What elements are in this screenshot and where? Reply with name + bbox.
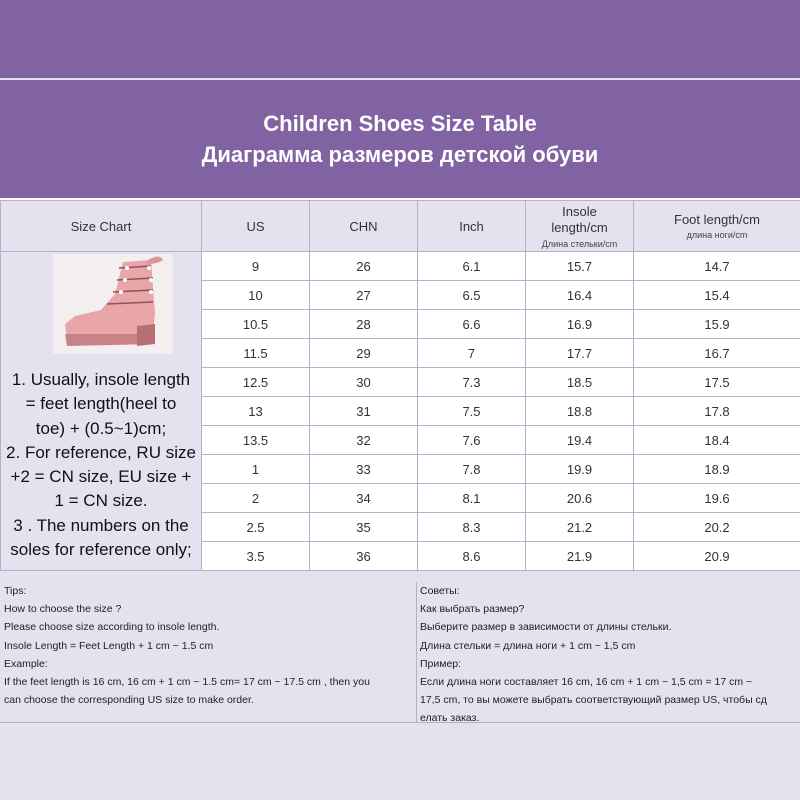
cell-us: 9 [202,252,310,281]
tips-russian [420,582,795,725]
pink-boot-icon [53,254,173,354]
tips-line: Insole Length = Feet Length + 1 cm ~ 1.5 cm [4,639,214,652]
cell-inch: 7.6 [418,426,526,455]
cell-insole: 21.9 [526,542,634,571]
cell-insole: 16.9 [526,310,634,339]
tips-divider [416,582,417,722]
tips-line: Пример: [420,657,462,670]
note-line: soles for reference only; [10,540,192,560]
table-header-row [1,201,800,252]
cell-us: 2 [202,484,310,513]
cell-inch: 8.3 [418,513,526,542]
tips-line: Please choose size according to insole length. [4,621,220,634]
cell-insole: 19.9 [526,455,634,484]
header-size-chart: Size Chart [1,201,202,252]
tips-line: Длина стельки = длина ноги + 1 cm ~ 1,5 cm [420,639,636,652]
tips-line: If the feet length is 16 cm, 16 cm + 1 cm ~ 1.5 cm= 17 cm ~ 17.5 cm , then you [4,676,370,689]
cell-inch: 7.5 [418,397,526,426]
cell-chn: 31 [310,397,418,426]
cell-chn: 26 [310,252,418,281]
cell-chn: 32 [310,426,418,455]
size-table [0,200,800,571]
tips-line: Tips: [4,585,27,597]
cell-chn: 27 [310,281,418,310]
cell-chn: 29 [310,339,418,368]
cell-us: 13 [202,397,310,426]
cell-us: 1 [202,455,310,484]
note-line: +2 = CN size, EU size + [10,467,192,487]
tips-line: How to choose the size ? [4,603,122,616]
cell-insole: 21.2 [526,513,634,542]
cell-foot: 18.4 [634,426,800,455]
cell-insole: 17.7 [526,339,634,368]
title-ru: Диаграмма размеров детской обуви [201,142,599,167]
cell-inch: 8.1 [418,484,526,513]
header-inch: Inch [418,201,526,252]
cell-chn: 28 [310,310,418,339]
note-line: 1 = CN size. [54,491,148,511]
tips-line: елать заказ. [420,712,480,725]
cell-insole: 20.6 [526,484,634,513]
note-line: toe) + (0.5~1)cm; [35,418,167,438]
note-line: 1. Usually, insole length [11,370,191,389]
tips-line: 17,5 cm, то вы можете выбрать соответствующий размер US, чтобы сд [420,694,767,707]
header-us: US [202,201,310,252]
header-insole [526,201,634,252]
cell-us: 12.5 [202,368,310,397]
cell-chn: 35 [310,513,418,542]
header-foot-sub: длина ноги/cm [686,230,748,240]
top-banner [0,0,800,78]
note-line: 3 . The numbers on the [13,515,189,535]
cell-chn: 36 [310,542,418,571]
cell-foot: 15.4 [634,281,800,310]
tips-line: Выберите размер в зависимости от длины стельки. [420,621,672,634]
tips-line: can choose the corresponding US size to make order. [4,694,254,707]
notes-text [1,354,201,562]
cell-inch: 7.3 [418,368,526,397]
cell-foot: 18.9 [634,455,800,484]
cell-foot: 17.8 [634,397,800,426]
cell-foot: 19.6 [634,484,800,513]
left-info-cell [1,252,202,571]
cell-foot: 17.5 [634,368,800,397]
cell-foot: 20.2 [634,513,800,542]
cell-insole: 19.4 [526,426,634,455]
cell-chn: 34 [310,484,418,513]
cell-inch: 6.6 [418,310,526,339]
header-insole-label: Insole length/cm [551,203,608,235]
note-line: = feet length(heel to [25,394,177,414]
cell-inch: 8.6 [418,542,526,571]
cell-us: 10.5 [202,310,310,339]
header-foot-label: Foot length/cm [674,212,760,227]
cell-us: 3.5 [202,542,310,571]
cell-foot: 15.9 [634,310,800,339]
cell-chn: 30 [310,368,418,397]
table-row [1,252,800,281]
cell-us: 11.5 [202,339,310,368]
title-box [0,80,800,198]
cell-inch: 7 [418,339,526,368]
cell-insole: 16.4 [526,281,634,310]
header-insole-sub: Длина стельки/cm [541,238,618,249]
cell-inch: 6.1 [418,252,526,281]
cell-us: 13.5 [202,426,310,455]
tips-line: Если длина ноги составляет 16 cm, 16 cm + 1 cm ~ 1,5 cm = 17 cm ~ [420,676,753,689]
header-foot [634,201,800,252]
cell-insole: 18.5 [526,368,634,397]
tips-english [4,582,401,722]
note-line: 2. For reference, RU size [6,442,196,462]
title-en: Children Shoes Size Table [263,111,537,136]
cell-inch: 7.8 [418,455,526,484]
cell-insole: 18.8 [526,397,634,426]
cell-chn: 33 [310,455,418,484]
shoe-image [53,254,173,354]
header-chn: CHN [310,201,418,252]
cell-us: 10 [202,281,310,310]
tips-line: Советы: [420,585,460,597]
cell-foot: 20.9 [634,542,800,571]
cell-foot: 16.7 [634,339,800,368]
tips-line: Как выбрать размер? [420,603,525,616]
tips-line: Example: [4,657,48,670]
cell-insole: 15.7 [526,252,634,281]
cell-us: 2.5 [202,513,310,542]
cell-foot: 14.7 [634,252,800,281]
cell-inch: 6.5 [418,281,526,310]
